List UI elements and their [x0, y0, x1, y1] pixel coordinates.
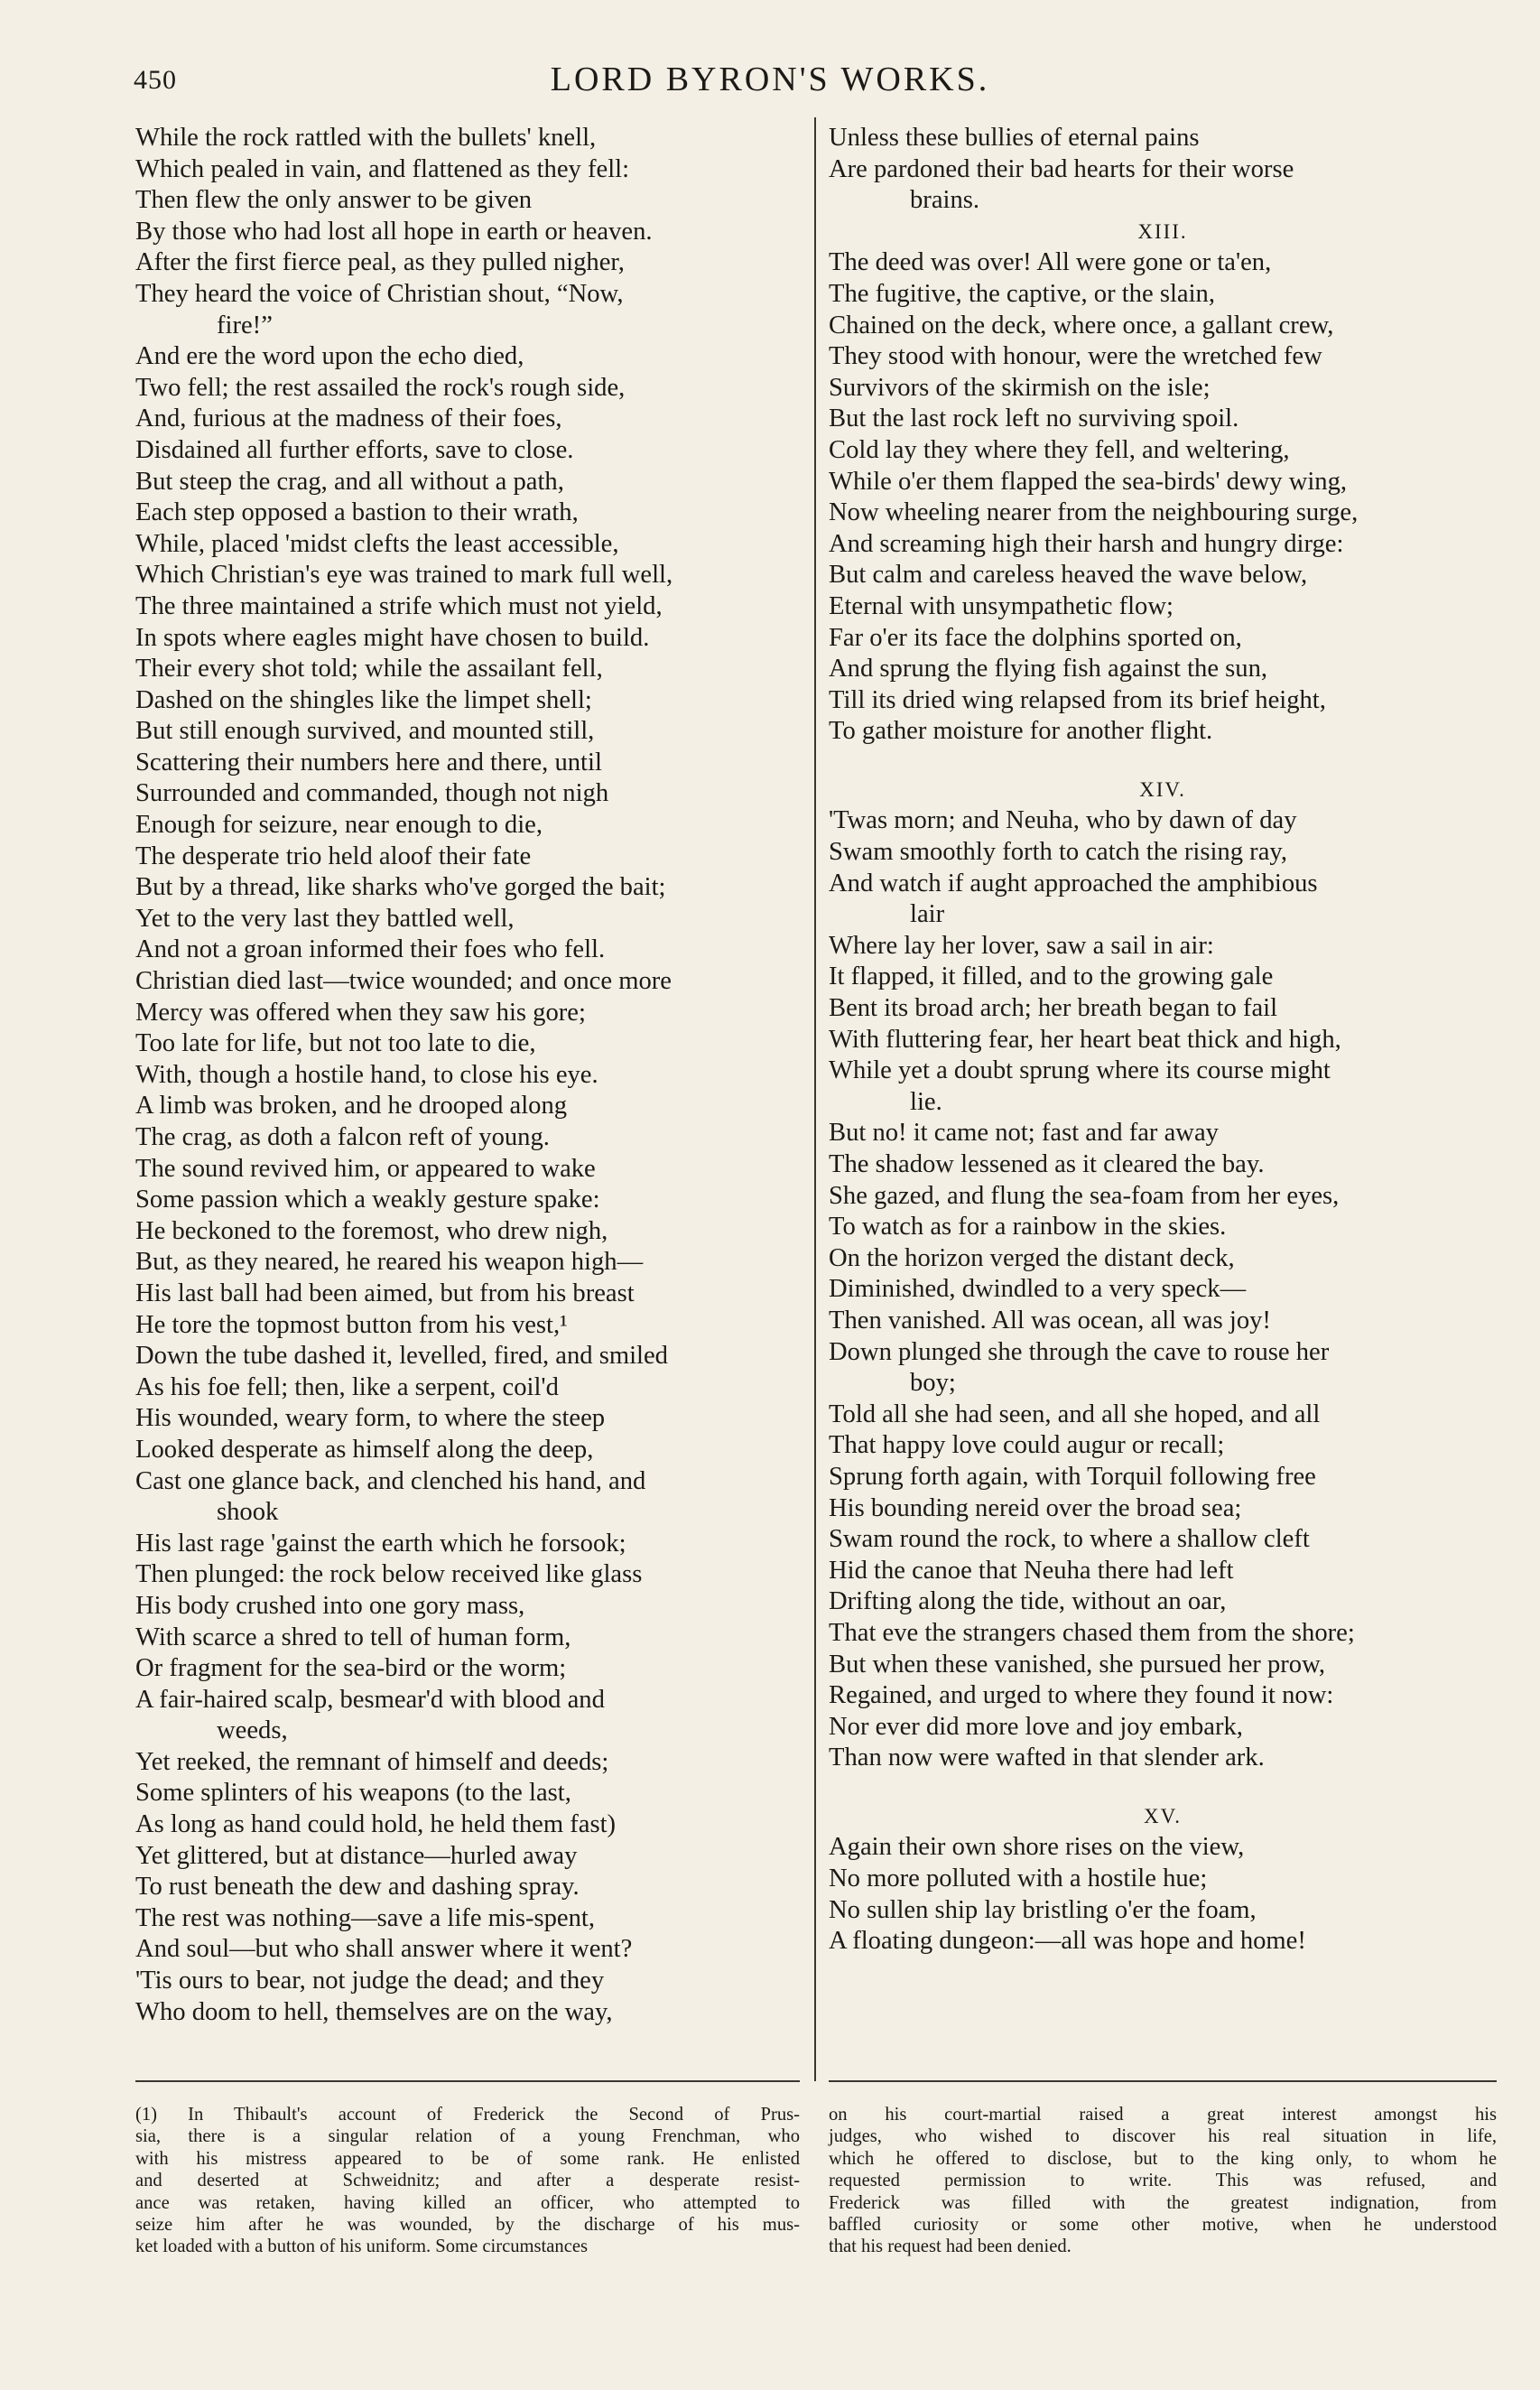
column-divider — [814, 117, 816, 2081]
verse-line: Bent its broad arch; her breath began to fail — [829, 994, 1278, 1023]
running-title: LORD BYRON'S WORKS. — [550, 60, 990, 98]
verse-line: The three maintained a strife which must not yield, — [135, 591, 663, 620]
verse-line: weeds, — [217, 1716, 288, 1745]
verse-line: Looked desperate as himself along the deep, — [135, 1435, 594, 1464]
verse-line: 'Tis ours to bear, not judge the dead; and they — [135, 1967, 605, 1995]
verse-line: But by a thread, like sharks who've gorged the bait; — [135, 873, 666, 902]
verse-line: And sprung the flying fish against the sun, — [829, 655, 1268, 684]
verse-line: His bounding nereid over the broad sea; — [829, 1493, 1242, 1522]
verse-line: Each step opposed a bastion to their wrath, — [135, 498, 579, 527]
footnote-rule-left — [135, 2080, 800, 2082]
verse-line: Surrounded and commanded, though not nigh — [135, 779, 609, 808]
verse-line: But the last rock left no surviving spoil. — [829, 405, 1239, 433]
verse-line: Who doom to hell, themselves are on the way, — [135, 1997, 613, 2026]
verse-line: Eternal with unsympathetic flow; — [829, 591, 1174, 620]
verse-line: He tore the topmost button from his vest,¹ — [135, 1310, 568, 1339]
verse-line: shook — [217, 1498, 279, 1527]
footnote-line: which he offered to disclose, but to the king only, to whom he — [829, 2148, 1497, 2169]
verse-line: And ere the word upon the echo died, — [135, 342, 524, 371]
verse-line: Too late for life, but not too late to die, — [135, 1029, 536, 1058]
verse-line: Christian died last—twice wounded; and once more — [135, 967, 672, 996]
verse-line: fire!” — [217, 311, 273, 339]
verse-line: Unless these bullies of eternal pains — [829, 124, 1200, 152]
verse-line: boy; — [910, 1369, 956, 1398]
verse-line: But still enough survived, and mounted still, — [135, 717, 595, 746]
verse-line: With scarce a shred to tell of human form, — [135, 1623, 571, 1651]
stanza-number: XIV. — [1139, 777, 1186, 801]
verse-line: The rest was nothing—save a life mis-spent, — [135, 1903, 596, 1932]
verse-line: The crag, as doth a falcon reft of young. — [135, 1123, 550, 1151]
verse-line: Regained, and urged to where they found it now: — [829, 1681, 1334, 1710]
verse-line: A floating dungeon:—all was hope and home! — [829, 1927, 1306, 1956]
footnote-left — [135, 2104, 800, 2258]
stanza-number: XIII. — [1137, 219, 1188, 243]
verse-line: As long as hand could hold, he held them fast) — [135, 1810, 617, 1839]
verse-line: Survivors of the skirmish on the isle; — [829, 373, 1211, 402]
verse-line: That eve the strangers chased them from the shore; — [829, 1618, 1355, 1647]
verse-line: They heard the voice of Christian shout, “Now, — [135, 279, 624, 308]
verse-line: To rust beneath the dew and dashing spray. — [135, 1873, 580, 1902]
verse-line: Enough for seizure, near enough to die, — [135, 811, 543, 840]
footnote-line: and deserted at Schweidnitz; and after a desperate resist- — [135, 2171, 800, 2191]
left-poem-column — [135, 123, 800, 2028]
verse-line: 'Twas morn; and Neuha, who by dawn of day — [829, 806, 1297, 835]
footnote-line: Frederick was filled with the greatest indignation, from — [829, 2192, 1497, 2213]
verse-line: Till its dried wing relapsed from its brief height, — [829, 685, 1326, 714]
verse-line: No sullen ship lay bristling o'er the foam, — [829, 1895, 1257, 1924]
verse-line: And screaming high their harsh and hungry dirge: — [829, 529, 1344, 558]
verse-line: Again their own shore rises on the view, — [829, 1833, 1245, 1862]
verse-line: No more polluted with a hostile hue; — [829, 1865, 1208, 1893]
verse-line: Scattering their numbers here and there, until — [135, 748, 602, 777]
verse-line: With, though a hostile hand, to close his eye. — [135, 1060, 598, 1089]
footnote-line: (1) In Thibault's account of Frederick the Second of Prus- — [135, 2105, 800, 2125]
verse-line: That happy love could augur or recall; — [829, 1431, 1225, 1460]
verse-line: In spots where eagles might have chosen to build. — [135, 623, 650, 652]
stanza-gap — [829, 748, 1497, 775]
verse-line: The deed was over! All were gone or ta'en, — [829, 248, 1272, 277]
footnote-line: with his mistress appeared to be of some rank. He enlisted — [135, 2148, 800, 2169]
verse-line: Their every shot told; while the assailant fell, — [135, 655, 603, 684]
verse-line: Told all she had seen, and all she hoped, and all — [829, 1400, 1321, 1428]
verse-line: Some passion which a weakly gesture spake: — [135, 1186, 600, 1214]
verse-line: Two fell; the rest assailed the rock's rough side, — [135, 373, 626, 402]
verse-line: Chained on the deck, where once, a gallant crew, — [829, 311, 1334, 339]
verse-line: Dashed on the shingles like the limpet shell; — [135, 685, 592, 714]
verse-line: His wounded, weary form, to where the steep — [135, 1404, 606, 1433]
footnote-line: ance was retaken, having killed an officer, who attempted to — [135, 2192, 800, 2213]
verse-line: Yet glittered, but at distance—hurled away — [135, 1841, 578, 1870]
footnote-right — [829, 2104, 1497, 2258]
verse-line: lair — [910, 900, 945, 929]
verse-line: Cast one glance back, and clenched his hand, and — [135, 1466, 646, 1495]
verse-line: To watch as for a rainbow in the skies. — [829, 1213, 1227, 1241]
stanza-number: XV. — [1143, 1804, 1182, 1827]
footnote-line: baffled curiosity or some other motive, when he understood — [829, 2214, 1497, 2235]
verse-line: Far o'er its face the dolphins sported on, — [829, 623, 1242, 652]
verse-line: lie. — [910, 1087, 942, 1116]
verse-line: After the first fierce peal, as they pulled nigher, — [135, 248, 625, 277]
page-number: 450 — [134, 65, 177, 95]
verse-line: Swam smoothly forth to catch the rising ray, — [829, 838, 1287, 867]
verse-line: But steep the crag, and all without a path, — [135, 467, 564, 496]
verse-line: To gather moisture for another flight. — [829, 717, 1213, 746]
verse-line: The desperate trio held aloof their fate — [135, 842, 532, 870]
verse-line: Which pealed in vain, and flattened as they fell: — [135, 154, 630, 183]
verse-line: And not a groan informed their foes who fell. — [135, 935, 606, 964]
verse-line: The shadow lessened as it cleared the bay. — [829, 1150, 1265, 1178]
verse-line: Then plunged: the rock below received like glass — [135, 1560, 643, 1589]
verse-line: And watch if aught approached the amphibious — [829, 869, 1318, 897]
footnote-rule-right — [829, 2080, 1497, 2082]
verse-line: Which Christian's eye was trained to mark full well, — [135, 561, 673, 590]
verse-line: Yet reeked, the remnant of himself and deeds; — [135, 1747, 609, 1776]
verse-line: Diminished, dwindled to a very speck— — [829, 1275, 1247, 1304]
verse-line: Than now were wafted in that slender ark. — [829, 1744, 1265, 1772]
right-poem-column — [829, 123, 1497, 1958]
verse-line: By those who had lost all hope in earth or heaven. — [135, 217, 653, 246]
verse-line: Down the tube dashed it, levelled, fired, and smiled — [135, 1342, 668, 1371]
verse-line: Drifting along the tide, without an oar, — [829, 1587, 1227, 1616]
footnote-line: sia, there is a singular relation of a young Frenchman, who — [135, 2126, 800, 2147]
verse-line: As his foe fell; then, like a serpent, coil'd — [135, 1372, 559, 1401]
verse-line: They stood with honour, were the wretched few — [829, 342, 1322, 371]
verse-line: With fluttering fear, her heart beat thick and high, — [829, 1025, 1341, 1054]
verse-line: While o'er them flapped the sea-birds' dewy wing, — [829, 467, 1348, 496]
verse-line: While yet a doubt sprung where its course might — [829, 1056, 1331, 1085]
verse-line: His last ball had been aimed, but from his breast — [135, 1279, 635, 1307]
verse-line: The fugitive, the captive, or the slain, — [829, 279, 1215, 308]
verse-line: Sprung forth again, with Torquil following free — [829, 1462, 1316, 1491]
verse-line: His last rage 'gainst the earth which he forsook; — [135, 1529, 626, 1558]
verse-line: Where lay her lover, saw a sail in air: — [829, 931, 1214, 960]
footnote-line: judges, who wished to discover his real situation in life, — [829, 2126, 1497, 2147]
verse-line: But when these vanished, she pursued her prow, — [829, 1650, 1326, 1679]
verse-line: Or fragment for the sea-bird or the worm; — [135, 1654, 567, 1683]
verse-line: brains. — [910, 186, 980, 215]
verse-line: He beckoned to the foremost, who drew nigh, — [135, 1216, 608, 1245]
verse-line: On the horizon verged the distant deck, — [829, 1243, 1235, 1272]
footnote-line: that his request had been denied. — [829, 2237, 1072, 2257]
footnote-line: requested permission to write. This was refused, and — [829, 2171, 1497, 2191]
footnote-line: seize him after he was wounded, by the discharge of his mus- — [135, 2214, 800, 2235]
verse-line: While the rock rattled with the bullets' knell, — [135, 124, 597, 152]
verse-line: But calm and careless heaved the wave below, — [829, 561, 1308, 590]
verse-line: Cold lay they where they fell, and weltering, — [829, 435, 1290, 464]
footnote-line: ket loaded with a button of his uniform. Some circumstances — [135, 2237, 589, 2257]
verse-line: But, as they neared, he reared his weapon high— — [135, 1248, 644, 1277]
verse-line: Disdained all further efforts, save to close. — [135, 435, 574, 464]
verse-line: She gazed, and flung the sea-foam from her eyes, — [829, 1181, 1340, 1210]
verse-line: Nor ever did more love and joy embark, — [829, 1712, 1243, 1741]
stanza-gap — [829, 1774, 1497, 1801]
verse-line: Hid the canoe that Neuha there had left — [829, 1556, 1234, 1585]
verse-line: It flapped, it filled, and to the growing gale — [829, 963, 1274, 991]
verse-line: A fair-haired scalp, besmear'd with blood and — [135, 1685, 605, 1714]
verse-line: Then vanished. All was ocean, all was joy! — [829, 1306, 1271, 1334]
verse-line: While, placed 'midst clefts the least accessible, — [135, 529, 619, 558]
verse-line: Are pardoned their bad hearts for their worse — [829, 154, 1294, 183]
footnote-line: on his court-martial raised a great interest amongst his — [829, 2105, 1497, 2125]
verse-line: Swam round the rock, to where a shallow cleft — [829, 1525, 1310, 1554]
verse-line: His body crushed into one gory mass, — [135, 1591, 525, 1620]
verse-line: Yet to the very last they battled well, — [135, 904, 515, 933]
verse-line: Some splinters of his weapons (to the last, — [135, 1779, 571, 1808]
verse-line: But no! it came not; fast and far away — [829, 1119, 1219, 1148]
verse-line: A limb was broken, and he drooped along — [135, 1092, 568, 1121]
verse-line: And, furious at the madness of their foes, — [135, 405, 562, 433]
verse-line: The sound revived him, or appeared to wake — [135, 1154, 596, 1183]
verse-line: Mercy was offered when they saw his gore; — [135, 998, 586, 1027]
verse-line: And soul—but who shall answer where it went? — [135, 1935, 633, 1964]
verse-line: Then flew the only answer to be given — [135, 186, 533, 215]
verse-line: Now wheeling nearer from the neighbouring surge, — [829, 498, 1359, 527]
verse-line: Down plunged she through the cave to rouse her — [829, 1337, 1330, 1366]
